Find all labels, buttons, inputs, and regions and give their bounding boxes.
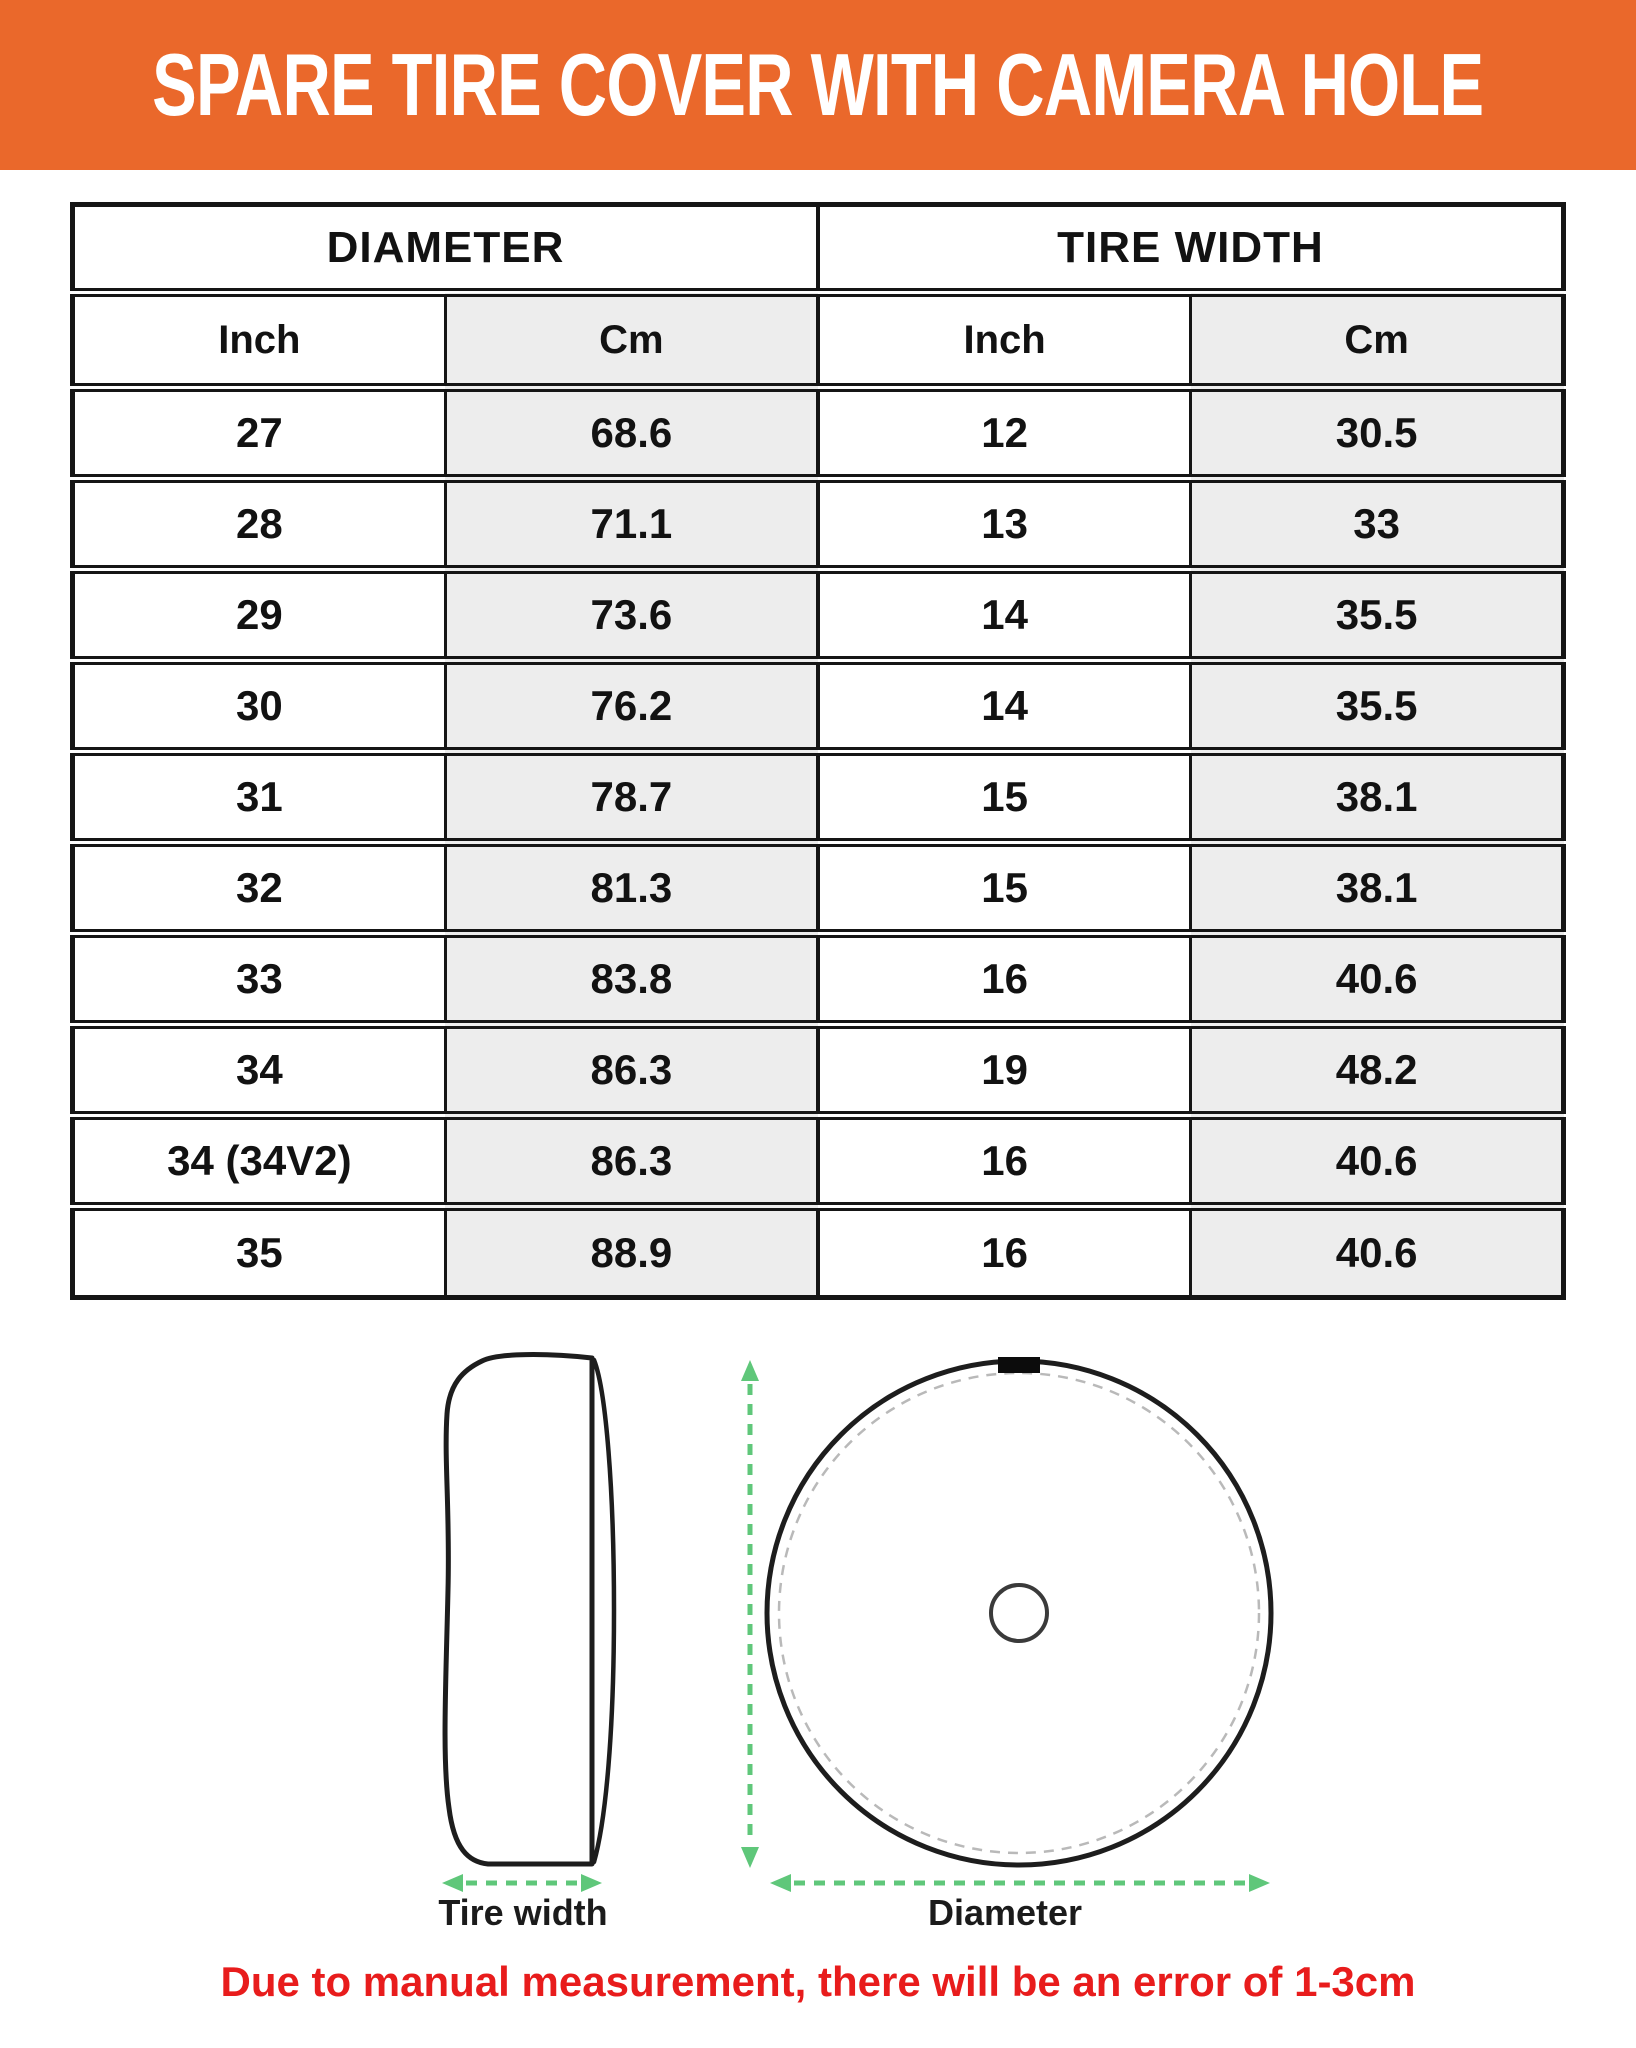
table-cell: 34 [73,1025,446,1116]
table-cell: 16 [818,934,1191,1025]
table-cell: 38.1 [1191,752,1564,843]
table-row [73,1025,1564,1116]
table-row [73,752,1564,843]
table-cell: 19 [818,1025,1191,1116]
size-chart [70,202,1566,1300]
column-group-tire-width: TIRE WIDTH [818,205,1564,293]
column-group-diameter: DIAMETER [73,205,819,293]
table-cell: 86.3 [445,1116,818,1207]
table-cell: 40.6 [1191,934,1564,1025]
table-row [73,843,1564,934]
strap-mark [998,1357,1040,1373]
table-cell: 81.3 [445,843,818,934]
diameter-horizontal-arrow [770,1872,1270,1894]
table-cell: 35.5 [1191,570,1564,661]
table-row [73,1116,1564,1207]
table-cell: 29 [73,570,446,661]
table-row [73,479,1564,570]
table-cell: 76.2 [445,661,818,752]
tire-width-label: Tire width [438,1892,608,1933]
table-row [73,388,1564,479]
table-cell: 33 [73,934,446,1025]
table-cell: 33 [1191,479,1564,570]
table-cell: 71.1 [445,479,818,570]
table-row [73,661,1564,752]
table-cell: 35 [73,1207,446,1298]
table-cell: 30 [73,661,446,752]
table-cell: 13 [818,479,1191,570]
table-cell: 34 (34V2) [73,1116,446,1207]
page-title: SPARE TIRE COVER WITH CAMERA HOLE [152,35,1484,134]
table-row [73,1207,1564,1298]
header-banner [0,0,1636,170]
column-header-width-inch: Inch [818,293,1191,388]
table-cell: 48.2 [1191,1025,1564,1116]
table-cell: 40.6 [1191,1116,1564,1207]
table-cell: 68.6 [445,388,818,479]
table-cell: 30.5 [1191,388,1564,479]
table-cell: 38.1 [1191,843,1564,934]
table-row [73,570,1564,661]
table-cell: 16 [818,1116,1191,1207]
diameter-vertical-arrow [739,1360,761,1868]
table-cell: 40.6 [1191,1207,1564,1298]
table-cell: 15 [818,752,1191,843]
diameter-label: Diameter [927,1892,1083,1933]
table-cell: 86.3 [445,1025,818,1116]
size-chart-table [70,202,1566,1300]
table-cell: 83.8 [445,934,818,1025]
column-header-width-cm: Cm [1191,293,1564,388]
column-header-diameter-cm: Cm [445,293,818,388]
table-cell: 27 [73,388,446,479]
table-cell: 35.5 [1191,661,1564,752]
tire-front-view-diagram [762,1356,1276,1870]
table-cell: 28 [73,479,446,570]
table-cell: 78.7 [445,752,818,843]
table-row [73,934,1564,1025]
table-cell: 32 [73,843,446,934]
table-cell: 15 [818,843,1191,934]
tire-width-arrow [442,1872,602,1894]
tire-side-view-diagram [436,1350,620,1870]
table-cell: 12 [818,388,1191,479]
table-cell: 14 [818,570,1191,661]
table-cell: 31 [73,752,446,843]
column-header-diameter-inch: Inch [73,293,446,388]
column-header-row [73,293,1564,388]
table-cell: 14 [818,661,1191,752]
table-cell: 88.9 [445,1207,818,1298]
column-group-row [73,205,1564,293]
measurement-disclaimer: Due to manual measurement, there will be an error of 1-3cm [220,1958,1416,2005]
table-cell: 16 [818,1207,1191,1298]
table-cell: 73.6 [445,570,818,661]
camera-hole [991,1585,1047,1641]
